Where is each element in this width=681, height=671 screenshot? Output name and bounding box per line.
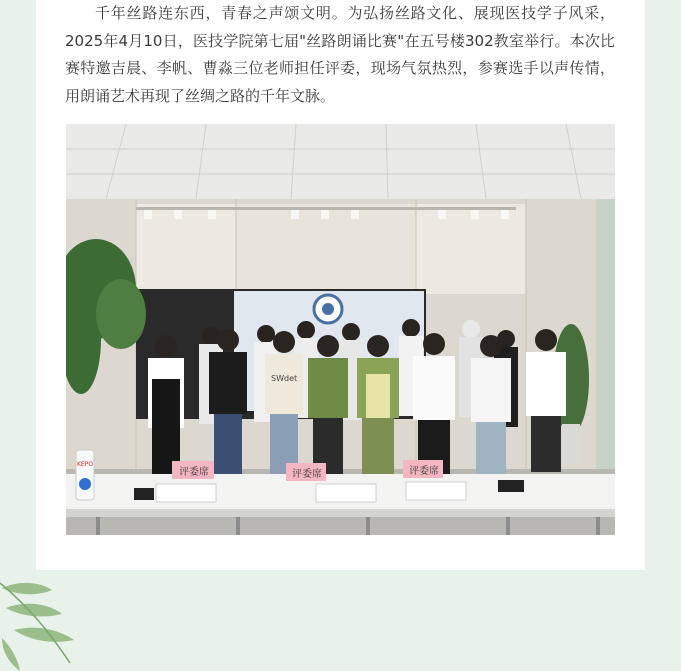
judge-sign-right: [403, 460, 443, 478]
group-photo: [66, 124, 615, 535]
article-paragraph: 千年丝路连东西，青春之声颂文明。为弘扬丝路文化、展现医技学子风采，2025年4月10日，医技学院第七届"丝路朗诵比赛"在五号楼302教室举行。本次比赛特邀吉晨、李帆、曹淼三位老师担任评委，现场气氛热烈，参赛选手以声传情，用朗诵艺术再现了丝绸之路的千年文脉。: [65, 4, 615, 105]
svg-text:评委席: 评委席: [292, 469, 322, 480]
svg-text:评委席: 评委席: [409, 466, 439, 477]
shirt-print: SWdet: [271, 374, 298, 383]
bottle-label: KEPO: [77, 461, 94, 468]
judge-sign-left: [172, 461, 214, 479]
judge-sign-center: [286, 463, 326, 481]
leaf-decoration-icon: [0, 578, 90, 671]
svg-text:评委席: 评委席: [179, 467, 209, 478]
article-body: [65, 0, 615, 110]
